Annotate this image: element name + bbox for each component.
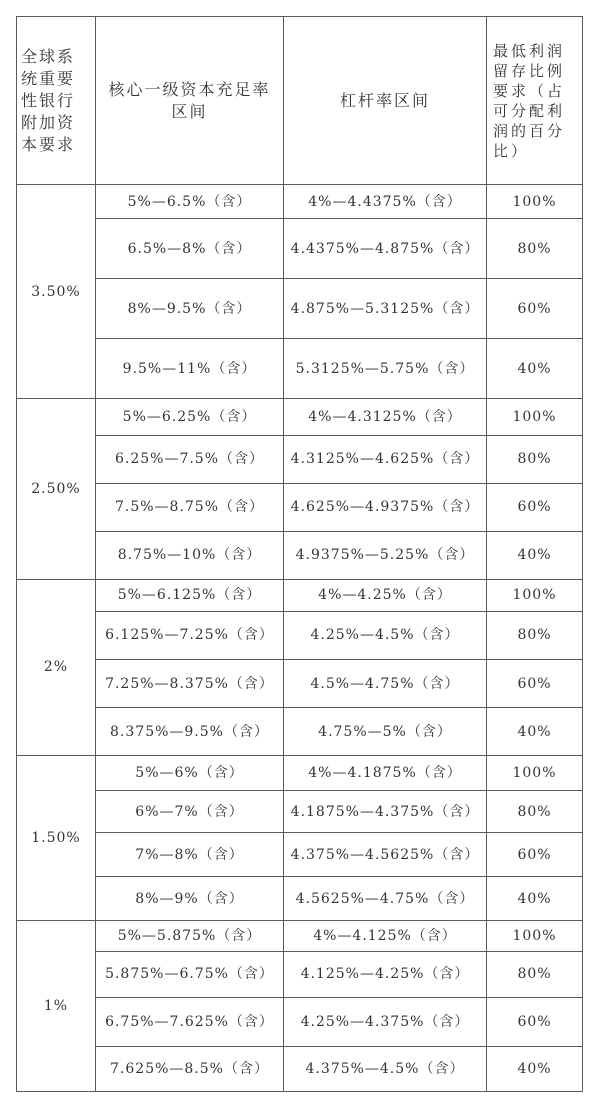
leverage-range-cell: 4.4375%—4.875%（含） (284, 219, 487, 279)
cet1-range-cell: 5%—5.875%（含） (96, 921, 284, 951)
table-row (17, 756, 583, 791)
table-row (17, 219, 583, 279)
gsib-surcharge-cell: 2.50% (17, 399, 96, 579)
retention-ratio-cell: 80% (487, 435, 583, 483)
leverage-range-cell: 4.875%—5.3125%（含） (284, 279, 487, 339)
table-header (17, 17, 583, 185)
cet1-range-cell: 6%—7%（含） (96, 791, 284, 833)
leverage-range-cell: 4%—4.4375%（含） (284, 185, 487, 219)
table-row (17, 997, 583, 1046)
leverage-range-cell: 4.25%—4.5%（含） (284, 611, 487, 659)
leverage-range-cell: 4.3125%—4.625%（含） (284, 435, 487, 483)
table-row (17, 659, 583, 707)
table-row (17, 339, 583, 399)
retention-ratio-cell: 60% (487, 279, 583, 339)
leverage-range-cell: 4.625%—4.9375%（含） (284, 483, 487, 531)
retention-ratio-cell: 40% (487, 339, 583, 399)
cet1-range-cell: 7.25%—8.375%（含） (96, 659, 284, 707)
table-row (17, 611, 583, 659)
leverage-range-cell: 4%—4.1875%（含） (284, 756, 487, 791)
table-row (17, 399, 583, 435)
cet1-range-cell: 8.75%—10%（含） (96, 531, 284, 579)
table-row (17, 185, 583, 219)
cet1-range-cell: 6.5%—8%（含） (96, 219, 284, 279)
table-row (17, 1046, 583, 1091)
cet1-range-cell: 5%—6.125%（含） (96, 579, 284, 611)
capital-requirements-table (16, 16, 583, 1092)
leverage-range-cell: 4.75%—5%（含） (284, 708, 487, 756)
leverage-range-cell: 4.5%—4.75%（含） (284, 659, 487, 707)
leverage-range-cell: 4%—4.3125%（含） (284, 399, 487, 435)
table-row (17, 279, 583, 339)
retention-ratio-cell: 60% (487, 997, 583, 1046)
cet1-range-cell: 7.5%—8.75%（含） (96, 483, 284, 531)
retention-ratio-cell: 100% (487, 756, 583, 791)
cet1-range-cell: 5.875%—6.75%（含） (96, 951, 284, 997)
cet1-range-cell: 6.75%—7.625%（含） (96, 997, 284, 1046)
cet1-range-cell: 7.625%—8.5%（含） (96, 1046, 284, 1091)
cet1-range-cell: 5%—6.5%（含） (96, 185, 284, 219)
leverage-range-cell: 4%—4.125%（含） (284, 921, 487, 951)
leverage-range-cell: 4.1875%—4.375%（含） (284, 791, 487, 833)
retention-ratio-cell: 40% (487, 877, 583, 921)
retention-ratio-cell: 80% (487, 219, 583, 279)
leverage-range-cell: 4.125%—4.25%（含） (284, 951, 487, 997)
gsib-surcharge-cell: 2% (17, 579, 96, 755)
retention-ratio-cell: 100% (487, 579, 583, 611)
gsib-surcharge-cell: 3.50% (17, 185, 96, 399)
cet1-range-cell: 7%—8%（含） (96, 833, 284, 877)
gsib-surcharge-cell: 1.50% (17, 756, 96, 921)
header-row (17, 17, 583, 185)
table-row (17, 435, 583, 483)
leverage-range-cell: 4.375%—4.5625%（含） (284, 833, 487, 877)
cet1-range-cell: 8%—9.5%（含） (96, 279, 284, 339)
retention-ratio-cell: 80% (487, 611, 583, 659)
retention-ratio-cell: 40% (487, 531, 583, 579)
retention-ratio-cell: 60% (487, 659, 583, 707)
retention-ratio-cell: 100% (487, 921, 583, 951)
leverage-range-cell: 4.25%—4.375%（含） (284, 997, 487, 1046)
retention-ratio-cell: 40% (487, 1046, 583, 1091)
retention-ratio-cell: 40% (487, 708, 583, 756)
retention-ratio-cell: 80% (487, 791, 583, 833)
cet1-range-cell: 8%—9%（含） (96, 877, 284, 921)
cet1-range-cell: 5%—6.25%（含） (96, 399, 284, 435)
leverage-range-cell: 4.375%—4.5%（含） (284, 1046, 487, 1091)
header-retention-ratio: 最低利润留存比例要求（占可分配利润的百分比） (487, 17, 583, 185)
cet1-range-cell: 5%—6%（含） (96, 756, 284, 791)
table-row (17, 877, 583, 921)
retention-ratio-cell: 60% (487, 483, 583, 531)
gsib-surcharge-cell: 1% (17, 921, 96, 1092)
cet1-range-cell: 8.375%—9.5%（含） (96, 708, 284, 756)
header-gsib-surcharge: 全球系统重要性银行附加资本要求 (17, 17, 96, 185)
leverage-range-cell: 4.5625%—4.75%（含） (284, 877, 487, 921)
retention-ratio-cell: 100% (487, 185, 583, 219)
leverage-range-cell: 4.9375%—5.25%（含） (284, 531, 487, 579)
table-row (17, 791, 583, 833)
table-row (17, 531, 583, 579)
table-row (17, 579, 583, 611)
table-row (17, 483, 583, 531)
retention-ratio-cell: 100% (487, 399, 583, 435)
header-cet1-range: 核心一级资本充足率区间 (96, 17, 284, 185)
cet1-range-cell: 9.5%—11%（含） (96, 339, 284, 399)
header-leverage-range: 杠杆率区间 (284, 17, 487, 185)
retention-ratio-cell: 60% (487, 833, 583, 877)
leverage-range-cell: 5.3125%—5.75%（含） (284, 339, 487, 399)
cet1-range-cell: 6.25%—7.5%（含） (96, 435, 284, 483)
table-body (17, 185, 583, 1092)
table-row (17, 921, 583, 951)
leverage-range-cell: 4%—4.25%（含） (284, 579, 487, 611)
table-row (17, 833, 583, 877)
cet1-range-cell: 6.125%—7.25%（含） (96, 611, 284, 659)
table-row (17, 951, 583, 997)
table-row (17, 708, 583, 756)
retention-ratio-cell: 80% (487, 951, 583, 997)
